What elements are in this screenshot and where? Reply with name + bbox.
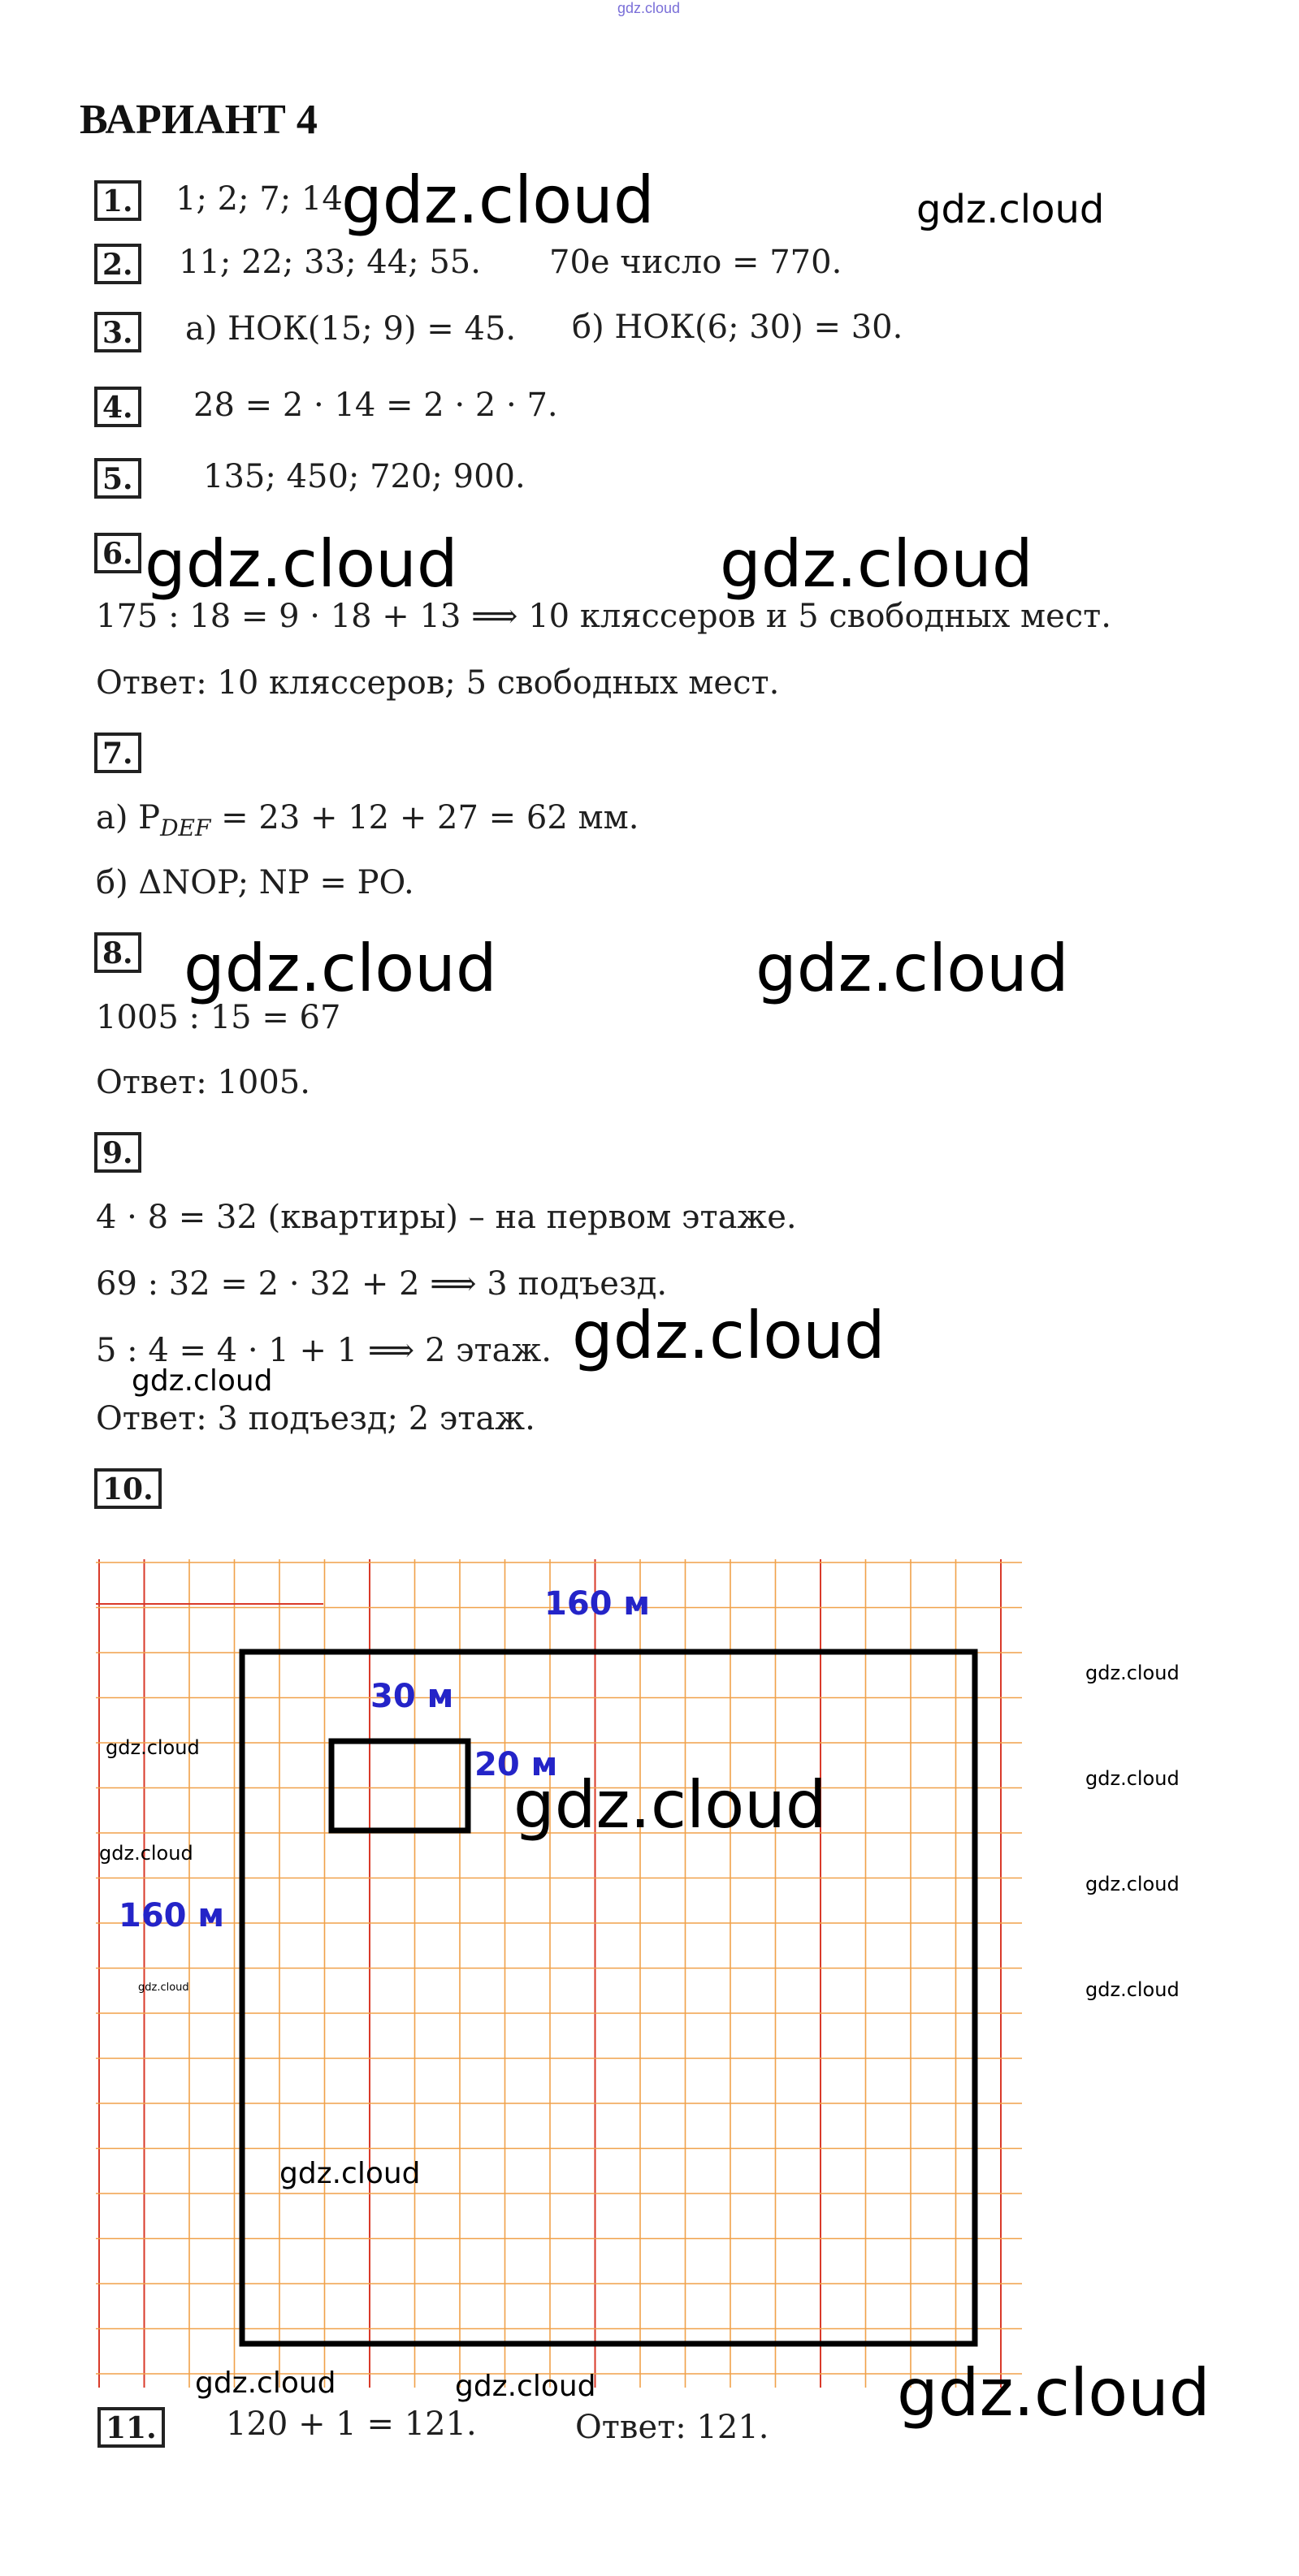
- task-3-number: 3.: [94, 312, 141, 352]
- watermark: gdz.cloud: [145, 526, 458, 602]
- watermark: gdz.cloud: [572, 1298, 885, 1373]
- watermark: gdz.cloud: [184, 931, 497, 1006]
- label-small-width: 30 м: [370, 1678, 454, 1715]
- watermark: gdz.cloud: [897, 2355, 1210, 2431]
- task-8-answer: Ответ: 1005.: [96, 1064, 310, 1101]
- watermark: gdz.cloud: [513, 1767, 827, 1843]
- task-2-answer: 11; 22; 33; 44; 55.: [179, 244, 481, 281]
- label-small-height: 20 м: [474, 1746, 558, 1783]
- small-rectangle: [331, 1741, 468, 1830]
- watermark: gdz.cloud: [132, 1364, 273, 1398]
- task-4-answer: 28 = 2 · 14 = 2 · 2 · 7.: [193, 387, 558, 424]
- task-6-number: 6.: [94, 533, 141, 573]
- task-8-solution: 1005 : 15 = 67: [96, 999, 341, 1036]
- task-2-answer-2: 70е число = 770.: [549, 244, 842, 281]
- watermark: gdz.cloud: [756, 931, 1069, 1006]
- task-11-answer: Ответ: 121.: [575, 2409, 769, 2446]
- watermark: gdz.cloud: [341, 162, 655, 238]
- watermark: gdz.cloud: [916, 187, 1105, 232]
- watermark: gdz.cloud: [1085, 1662, 1180, 1684]
- task-3-answer-b: б) НОК(6; 30) = 30.: [572, 309, 903, 346]
- page-title: ВАРИАНТ 4: [80, 97, 318, 143]
- watermark: gdz.cloud: [195, 2366, 336, 2400]
- task-8-number: 8.: [94, 932, 141, 973]
- watermark: gdz.cloud: [279, 2157, 421, 2190]
- task-1-number: 1.: [94, 180, 141, 221]
- task-4-number: 4.: [94, 387, 141, 427]
- watermark: gdz.cloud: [138, 1982, 189, 1994]
- task-6-answer: Ответ: 10 кляссеров; 5 свободных мест.: [96, 664, 780, 702]
- task-11-solution: 120 + 1 = 121.: [226, 2405, 477, 2443]
- task-11-number: 11.: [97, 2407, 165, 2448]
- label-big-top: 160 м: [544, 1585, 651, 1623]
- task-10-number: 10.: [94, 1468, 162, 1509]
- watermark: gdz.cloud: [106, 1736, 200, 1759]
- top-watermark: gdz.cloud: [617, 0, 681, 16]
- task-3-answer-a: а) НОК(15; 9) = 45.: [185, 310, 517, 348]
- task-7-number: 7.: [94, 733, 141, 773]
- task-9-line-3: 5 : 4 = 4 · 1 + 1 ⟹ 2 этаж.: [96, 1332, 552, 1369]
- task-5-answer: 135; 450; 720; 900.: [203, 458, 526, 495]
- watermark: gdz.cloud: [1085, 1978, 1180, 2001]
- task-7-answer-a: а) $P_{DEF} = 23 + 12 + 27 = 62$ мм.: [96, 799, 639, 841]
- task-9-number: 9.: [94, 1132, 141, 1173]
- watermark: gdz.cloud: [1085, 1873, 1180, 1895]
- task-9-line-1: 4 · 8 = 32 (квартиры) – на первом этаже.: [96, 1199, 797, 1236]
- watermark: gdz.cloud: [455, 2370, 596, 2403]
- label-big-side: 160 м: [119, 1897, 225, 1934]
- task-2-number: 2.: [94, 244, 141, 284]
- big-square: [242, 1652, 975, 2344]
- task-1-answer: 1; 2; 7; 14: [175, 180, 343, 218]
- watermark: gdz.cloud: [1085, 1767, 1180, 1790]
- task-6-solution: 175 : 18 = 9 · 18 + 13 ⟹ 10 кляссеров и 5 свободных мест.: [96, 598, 1111, 635]
- task-5-number: 5.: [94, 458, 141, 499]
- task-9-line-2: 69 : 32 = 2 · 32 + 2 ⟹ 3 подъезд.: [96, 1265, 668, 1303]
- watermark: gdz.cloud: [720, 526, 1033, 602]
- task-7-answer-b: б) ΔNOP; NP = PO.: [96, 864, 414, 901]
- watermark: gdz.cloud: [99, 1842, 193, 1865]
- task-9-answer: Ответ: 3 подъезд; 2 этаж.: [96, 1400, 535, 1437]
- grid-diagram: [96, 1559, 1022, 2388]
